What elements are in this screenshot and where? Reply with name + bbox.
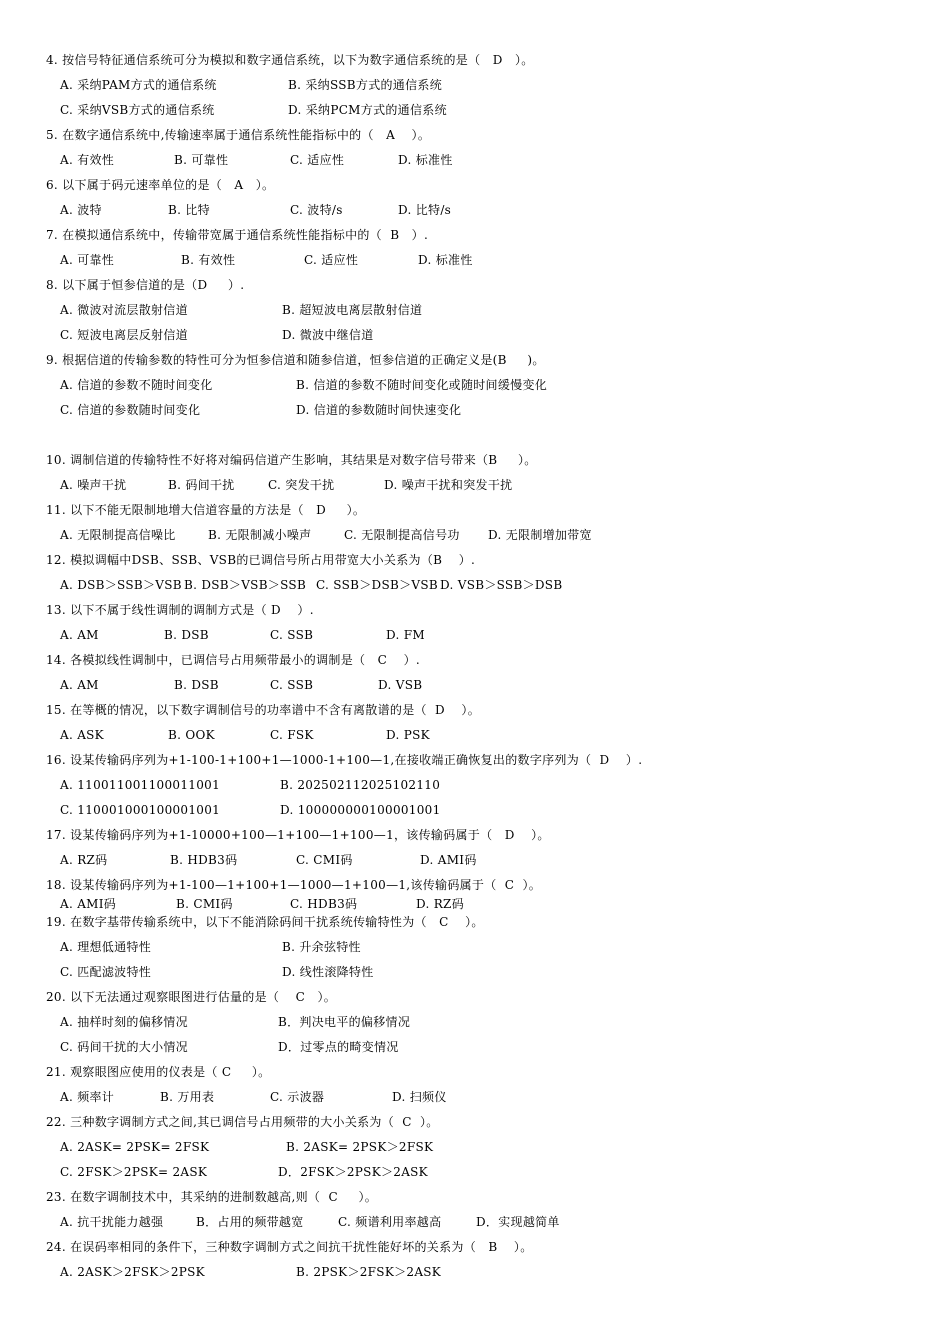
answer-option: A. 噪声干扰: [60, 478, 127, 492]
question-text: 12. 模拟调幅中DSB、SSB、VSB的已调信号所占用带宽大小关系为（B ）.: [46, 553, 476, 567]
answer-option: B. 2ASK= 2PSK＞2FSK: [286, 1140, 434, 1154]
answer-option: D. 无限制增加带宽: [488, 528, 592, 542]
answer-option: C. 波特/s: [290, 203, 343, 217]
answer-option: D．过零点的畸变情况: [278, 1040, 399, 1054]
answer-option: A. 抗干扰能力越强: [60, 1215, 164, 1229]
answer-option: C. CMI码: [296, 853, 353, 867]
answer-option: D．2FSK＞2PSK＞2ASK: [278, 1165, 428, 1179]
question-text: 14. 各模拟线性调制中，已调信号占用频带最小的调制是（ C ）.: [46, 653, 420, 667]
answer-option: A. 2ASK= 2PSK= 2FSK: [60, 1140, 210, 1154]
answer-option: A. ASK: [60, 728, 104, 742]
answer-option: A. 2ASK＞2FSK＞2PSK: [60, 1265, 205, 1279]
answer-option: D. 微波中继信道: [282, 328, 374, 342]
answer-option: A. 理想低通特性: [60, 940, 151, 954]
answer-option: D. 100000000100001001: [280, 803, 441, 817]
question-text: 21. 观察眼图应使用的仪表是（ C ）。: [46, 1065, 271, 1079]
answer-option: A. DSB＞SSB＞VSB: [60, 578, 182, 592]
answer-option: D. 信道的参数随时间快速变化: [296, 403, 462, 417]
answer-option: B. 码间干扰: [168, 478, 235, 492]
answer-option: B. 信道的参数不随时间变化或随时间缓慢变化: [296, 378, 548, 392]
answer-option: B. DSB: [174, 678, 219, 692]
answer-option: C. 匹配滤波特性: [60, 965, 152, 979]
answer-option: D. 比特/s: [398, 203, 452, 217]
answer-option: C. FSK: [270, 728, 314, 742]
answer-option: C. SSB: [270, 628, 314, 642]
question-text: 7. 在模拟通信系统中，传输带宽属于通信系统性能指标中的（ B ）.: [46, 228, 429, 242]
answer-option: A. 有效性: [60, 153, 115, 167]
question-text: 17. 设某传输码序列为+1-10000+100—1+100—1+100—1，该传输码属于（ D ）。: [46, 828, 550, 842]
question-text: 11. 以下不能无限制地增大信道容量的方法是（ D ）。: [46, 503, 366, 517]
answer-option: D. 标准性: [398, 153, 453, 167]
answer-option: B. CMI码: [176, 897, 233, 911]
answer-option: B．判决电平的偏移情况: [278, 1015, 411, 1029]
answer-option: B. DSB: [164, 628, 209, 642]
question-text: 6. 以下属于码元速率单位的是（ A ）。: [46, 178, 275, 192]
answer-option: B. 有效性: [181, 253, 236, 267]
answer-option: B. 比特: [168, 203, 210, 217]
question-text: 15. 在等概的情况，以下数字调制信号的功率谱中不含有离散谱的是（ D ）。: [46, 703, 481, 717]
answer-option: B. DSB＞VSB＞SSB: [184, 578, 307, 592]
answer-option: A. AM: [60, 678, 99, 692]
answer-option: C. 2FSK＞2PSK= 2ASK: [60, 1165, 208, 1179]
answer-option: D. AMI码: [420, 853, 477, 867]
question-text: 9. 根据信道的传输参数的特性可分为恒参信道和随参信道，恒参信道的正确定义是(B )。: [46, 353, 545, 367]
answer-option: A. 波特: [60, 203, 102, 217]
answer-option: D. VSB: [378, 678, 423, 692]
answer-option: B. HDB3码: [170, 853, 238, 867]
answer-option: C. SSB: [270, 678, 314, 692]
answer-option: B. OOK: [168, 728, 215, 742]
answer-option: C. 突发干扰: [268, 478, 335, 492]
question-text: 24. 在误码率相同的条件下，三种数字调制方式之间抗干扰性能好坏的关系为（ B ）。: [46, 1240, 533, 1254]
answer-option: A. AM: [60, 628, 99, 642]
answer-option: A. 微波对流层散射信道: [60, 303, 188, 317]
answer-option: C. 码间干扰的大小情况: [60, 1040, 188, 1054]
answer-option: C. 无限制提高信号功: [344, 528, 460, 542]
answer-option: D. RZ码: [416, 897, 464, 911]
answer-option: D. 扫频仪: [392, 1090, 447, 1104]
answer-option: C. 示波器: [270, 1090, 325, 1104]
answer-option: C. 短波电离层反射信道: [60, 328, 188, 342]
question-text: 22. 三种数字调制方式之间,其已调信号占用频带的大小关系为（ C ）。: [46, 1115, 439, 1129]
question-text: 13. 以下不属于线性调制的调制方式是（ D ）.: [46, 603, 314, 617]
answer-option: B．占用的频带越宽: [196, 1215, 304, 1229]
question-text: 18. 设某传输码序列为+1-100—1+100+1—1000—1+100—1,该传输码属于（ C ）。: [46, 878, 542, 892]
question-text: 23. 在数字调制技术中，其采纳的进制数越高,则（ C ）。: [46, 1190, 378, 1204]
answer-option: A. 采纳PAM方式的通信系统: [60, 78, 217, 92]
answer-option: C. 110001000100001001: [60, 803, 221, 817]
answer-option: D. VSB＞SSB＞DSB: [440, 578, 563, 592]
answer-option: C. 适应性: [304, 253, 359, 267]
question-text: 8. 以下属于恒参信道的是（D ）.: [46, 278, 245, 292]
answer-option: B. 采纳SSB方式的通信系统: [288, 78, 442, 92]
answer-option: A. 频率计: [60, 1090, 115, 1104]
answer-option: C. 采纳VSB方式的通信系统: [60, 103, 215, 117]
answer-option: B. 2PSK＞2FSK＞2ASK: [296, 1265, 442, 1279]
answer-option: B. 超短波电离层散射信道: [282, 303, 423, 317]
answer-option: D. 采纳PCM方式的通信系统: [288, 103, 447, 117]
question-text: 10. 调制信道的传输特性不好将对编码信道产生影响，其结果是对数字信号带来（B ）。: [46, 453, 537, 467]
answer-option: D. 标准性: [418, 253, 473, 267]
answer-option: C. 适应性: [290, 153, 345, 167]
answer-option: B. 升余弦特性: [282, 940, 361, 954]
answer-option: C. SSB＞DSB＞VSB: [316, 578, 438, 592]
question-text: 20. 以下无法通过观察眼图进行估量的是（ C ）。: [46, 990, 337, 1004]
answer-option: A. 无限制提高信噪比: [60, 528, 176, 542]
question-text: 16. 设某传输码序列为+1-100-1+100+1—1000-1+100—1,在接收端正确恢复出的数字序列为（ D ）.: [46, 753, 643, 767]
answer-option: A. AMI码: [60, 897, 117, 911]
answer-option: A. RZ码: [60, 853, 108, 867]
answer-option: A. 可靠性: [60, 253, 115, 267]
answer-option: D. PSK: [386, 728, 430, 742]
answer-option: C. HDB3码: [290, 897, 358, 911]
answer-option: B. 万用表: [160, 1090, 215, 1104]
answer-option: A. 信道的参数不随时间变化: [60, 378, 213, 392]
answer-option: D. 线性滚降特性: [282, 965, 374, 979]
question-text: 19. 在数字基带传输系统中，以下不能消除码间干扰系统传输特性为（ C ）。: [46, 915, 484, 929]
answer-option: D．实现越简单: [476, 1215, 560, 1229]
answer-option: B. 无限制减小噪声: [208, 528, 312, 542]
answer-option: B. 可靠性: [174, 153, 229, 167]
answer-option: A. 110011001100011001: [60, 778, 221, 792]
answer-option: B. 202502112025102110: [280, 778, 441, 792]
answer-option: D. FM: [386, 628, 425, 642]
answer-option: A. 抽样时刻的偏移情况: [60, 1015, 188, 1029]
question-text: 5. 在数字通信系统中,传输速率属于通信系统性能指标中的（ A ）。: [46, 128, 431, 142]
answer-option: C. 信道的参数随时间变化: [60, 403, 201, 417]
answer-option: D. 噪声干扰和突发干扰: [384, 478, 513, 492]
question-text: 4. 按信号特征通信系统可分为模拟和数字通信系统，以下为数字通信系统的是（ D ）。: [46, 53, 534, 67]
answer-option: C. 频谱利用率越高: [338, 1215, 442, 1229]
